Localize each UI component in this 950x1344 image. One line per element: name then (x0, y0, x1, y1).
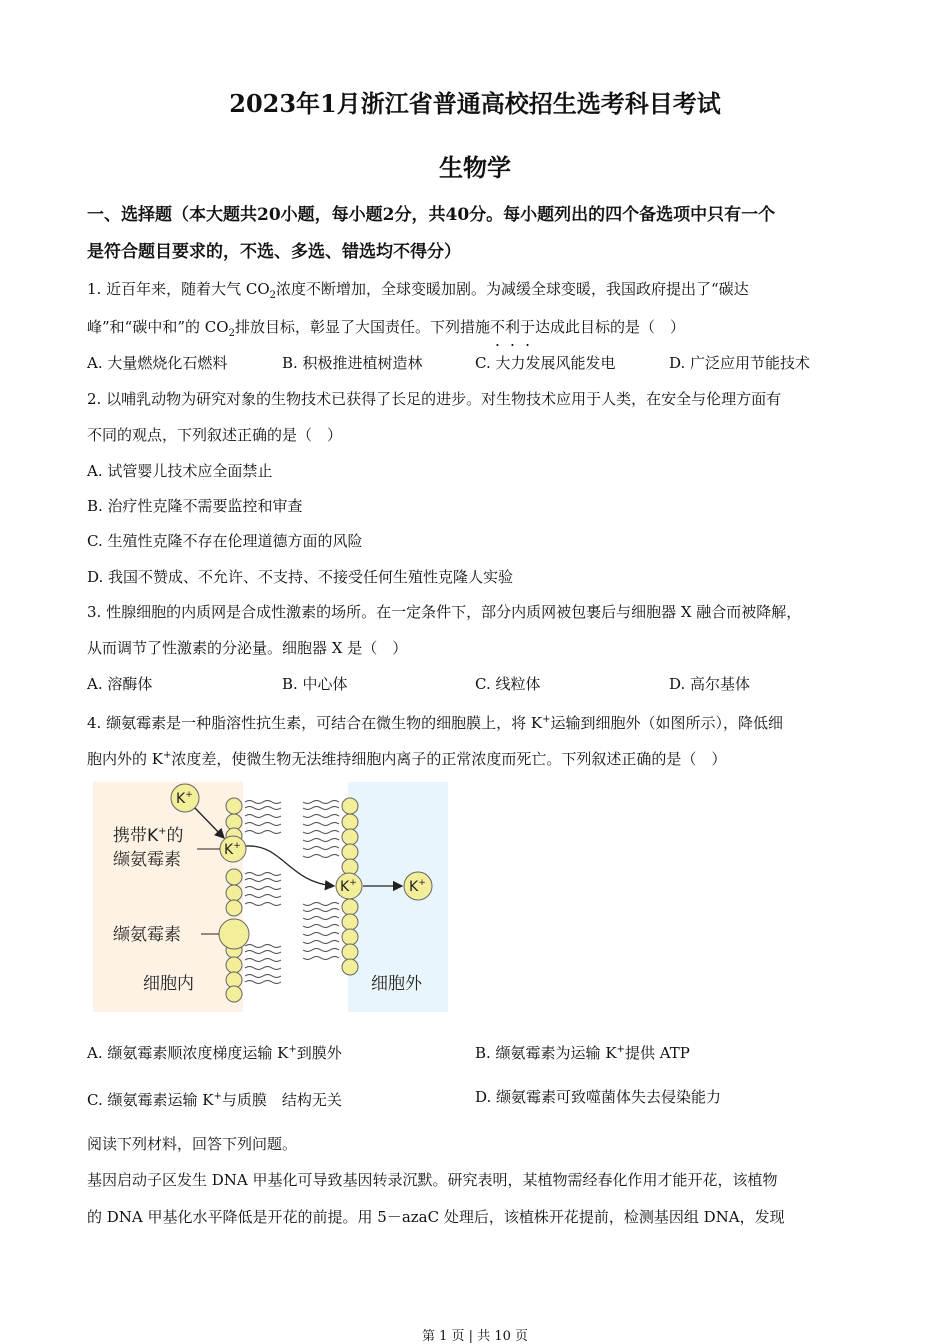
phospholipid-head (342, 959, 358, 975)
label-outside: 细胞外 (371, 974, 422, 994)
q2-stem-line2: 不同的观点，下列叙述正确的是（ ） (87, 426, 343, 444)
phospholipid-tail (245, 823, 281, 826)
phospholipid-tail (245, 895, 281, 898)
q3-stem-line2: 从而调节了性激素的分泌量。细胞器 X 是（ ） (87, 639, 408, 657)
q2-option-b: B. 治疗性克隆不需要监控和审查 (87, 497, 303, 515)
phospholipid-tail (303, 831, 339, 834)
phospholipid-tail (303, 823, 339, 826)
phospholipid-tail (303, 801, 339, 804)
phospholipid-tail (245, 807, 281, 810)
q1-stem-line2: 峰”和“碳中和”的 $CO_2$排放目标，彰显了大国责任。下列措施不利于达成此目标的是（ ） (87, 318, 686, 339)
q4-option-b: B. 缬氨霉素为运输 K+提供 ATP (475, 1044, 690, 1062)
phospholipid-head (226, 900, 242, 916)
q1-option-a: A. 大量燃烧化石燃料 (87, 354, 228, 372)
membrane-diagram (93, 782, 448, 1012)
q4-stem-line2: 胞内外的 K+浓度差，使微生物无法维持细胞内离子的正常浓度而死亡。下列叙述正确的是（ ） (87, 750, 727, 768)
phospholipid-head (226, 798, 242, 814)
q3-stem-line1: 3. 性腺细胞的内质网是合成性激素的场所。在一定条件下，部分内质网被包裹后与细胞器 X 融合而被降解， (87, 603, 802, 621)
valinomycin-membrane-figure (93, 782, 448, 1012)
valinomycin-molecule (219, 919, 249, 949)
q2-stem-line1: 2. 以哺乳动物为研究对象的生物技术已获得了长足的进步。对生物技术应用于人类，在安全与伦理方面有 (87, 390, 782, 408)
emphasis-mark: 利 (504, 318, 520, 336)
phospholipid-tail (245, 879, 281, 882)
k-ion-label: K+ (224, 841, 241, 858)
phospholipid-tail (245, 975, 281, 978)
phospholipid-tail (245, 951, 281, 954)
phospholipid-head (226, 869, 242, 885)
phospholipid-tail (303, 855, 339, 858)
q4-option-a: A. 缬氨霉素顺浓度梯度运输 K+到膜外 (87, 1044, 342, 1062)
arrow-k-transport (246, 846, 334, 886)
phospholipid-head (342, 798, 358, 814)
q3-option-d: D. 高尔基体 (669, 675, 751, 693)
q1-option-d: D. 广泛应用节能技术 (669, 354, 811, 372)
phospholipid-head (342, 844, 358, 860)
label-carrier-line1: 携带K+的 (113, 826, 184, 846)
k-ion-label: K+ (409, 878, 426, 895)
label-valinomycin: 缬氨霉素 (113, 925, 181, 945)
k-ion-label: K+ (176, 790, 193, 807)
phospholipid-tail (245, 887, 281, 890)
reading-line2: 的 DNA 甲基化水平降低是开花的前提。用 5－azaC 处理后，该植株开花提前，检测基因组 DNA，发现 (87, 1208, 785, 1226)
q3-option-b: B. 中心体 (282, 675, 348, 693)
exam-title: 2023年1月浙江省普通高校招生选考科目考试 (229, 89, 721, 118)
q2-option-c: C. 生殖性克隆不存在伦理道德方面的风险 (87, 532, 363, 550)
phospholipid-tail (245, 981, 281, 984)
phospholipid-head (342, 929, 358, 945)
q3-option-c: C. 线粒体 (475, 675, 541, 693)
phospholipid-tail (303, 941, 339, 944)
phospholipid-head (342, 944, 358, 960)
phospholipid-heads (226, 798, 358, 1002)
phospholipid-head (342, 829, 358, 845)
phospholipid-head (342, 899, 358, 915)
phospholipid-head (342, 914, 358, 930)
phospholipid-head (226, 957, 242, 973)
phospholipid-tail (303, 917, 339, 920)
phospholipid-tail (303, 839, 339, 842)
phospholipid-head (226, 885, 242, 901)
subject-title: 生物学 (439, 153, 511, 182)
q4-option-c: C. 缬氨霉素运输 K+与质膜 结构无关 (87, 1091, 342, 1109)
section-heading-line2: 是符合题目要求的，不选、多选、错选均不得分） (87, 242, 461, 262)
q2-option-d: D. 我国不赞成、不允许、不支持、不接受任何生殖性克隆人实验 (87, 568, 514, 586)
phospholipid-tail (303, 957, 339, 960)
q1-option-b: B. 积极推进植树造林 (282, 354, 423, 372)
phospholipid-tail (245, 945, 281, 948)
label-inside: 细胞内 (143, 974, 194, 994)
phospholipid-tail (303, 933, 339, 936)
phospholipid-tails (245, 801, 339, 984)
phospholipid-tail (303, 847, 339, 850)
q4-stem-line1: 4. 缬氨霉素是一种脂溶性抗生素，可结合在微生物的细胞膜上，将 K+运输到细胞外（如图所示），降低细 (87, 714, 783, 732)
k-ion-label: K+ (340, 878, 357, 895)
phospholipid-tail (245, 831, 281, 834)
q1-option-c: C. 大力发展风能发电 (475, 354, 616, 372)
phospholipid-tail (303, 815, 339, 818)
page-footer: 第 1 页 | 共 10 页 (422, 1329, 528, 1344)
reading-line1: 基因启动子区发生 DNA 甲基化可导致基因转录沉默。研究表明，某植物需经春化作用才能开花，该植物 (87, 1171, 778, 1189)
reading-intro: 阅读下列材料，回答下列问题。 (87, 1135, 298, 1153)
q3-option-a: A. 溶酶体 (87, 675, 153, 693)
phospholipid-tail (245, 959, 281, 962)
q4-option-d: D. 缬氨霉素可致噬菌体失去侵染能力 (475, 1088, 722, 1106)
emphasis-mark: 不 (489, 318, 505, 336)
phospholipid-tail (303, 807, 339, 810)
phospholipid-tail (303, 925, 339, 928)
phospholipid-tail (245, 903, 281, 906)
phospholipid-tail (303, 949, 339, 952)
section-heading-line1: 一、选择题（本大题共20小题，每小题2分，共40分。每小题列出的四个备选项中只有一个 (87, 205, 776, 225)
phospholipid-tail (245, 873, 281, 876)
q2-option-a: A. 试管婴儿技术应全面禁止 (87, 462, 273, 480)
phospholipid-tail (245, 967, 281, 970)
phospholipid-tail (303, 909, 339, 912)
q1-stem-line1: 1. 近百年来，随着大气 $CO_2$浓度不断增加，全球变暖加剧。为减缓全球变暖，我国政府提出了“碳达 (87, 280, 749, 301)
phospholipid-head (226, 986, 242, 1002)
phospholipid-tail (245, 801, 281, 804)
phospholipid-tail (303, 903, 339, 906)
label-carrier-line2: 缬氨霉素 (113, 850, 181, 870)
phospholipid-head (342, 814, 358, 830)
emphasis-mark: 于 (519, 318, 535, 336)
phospholipid-tail (245, 815, 281, 818)
